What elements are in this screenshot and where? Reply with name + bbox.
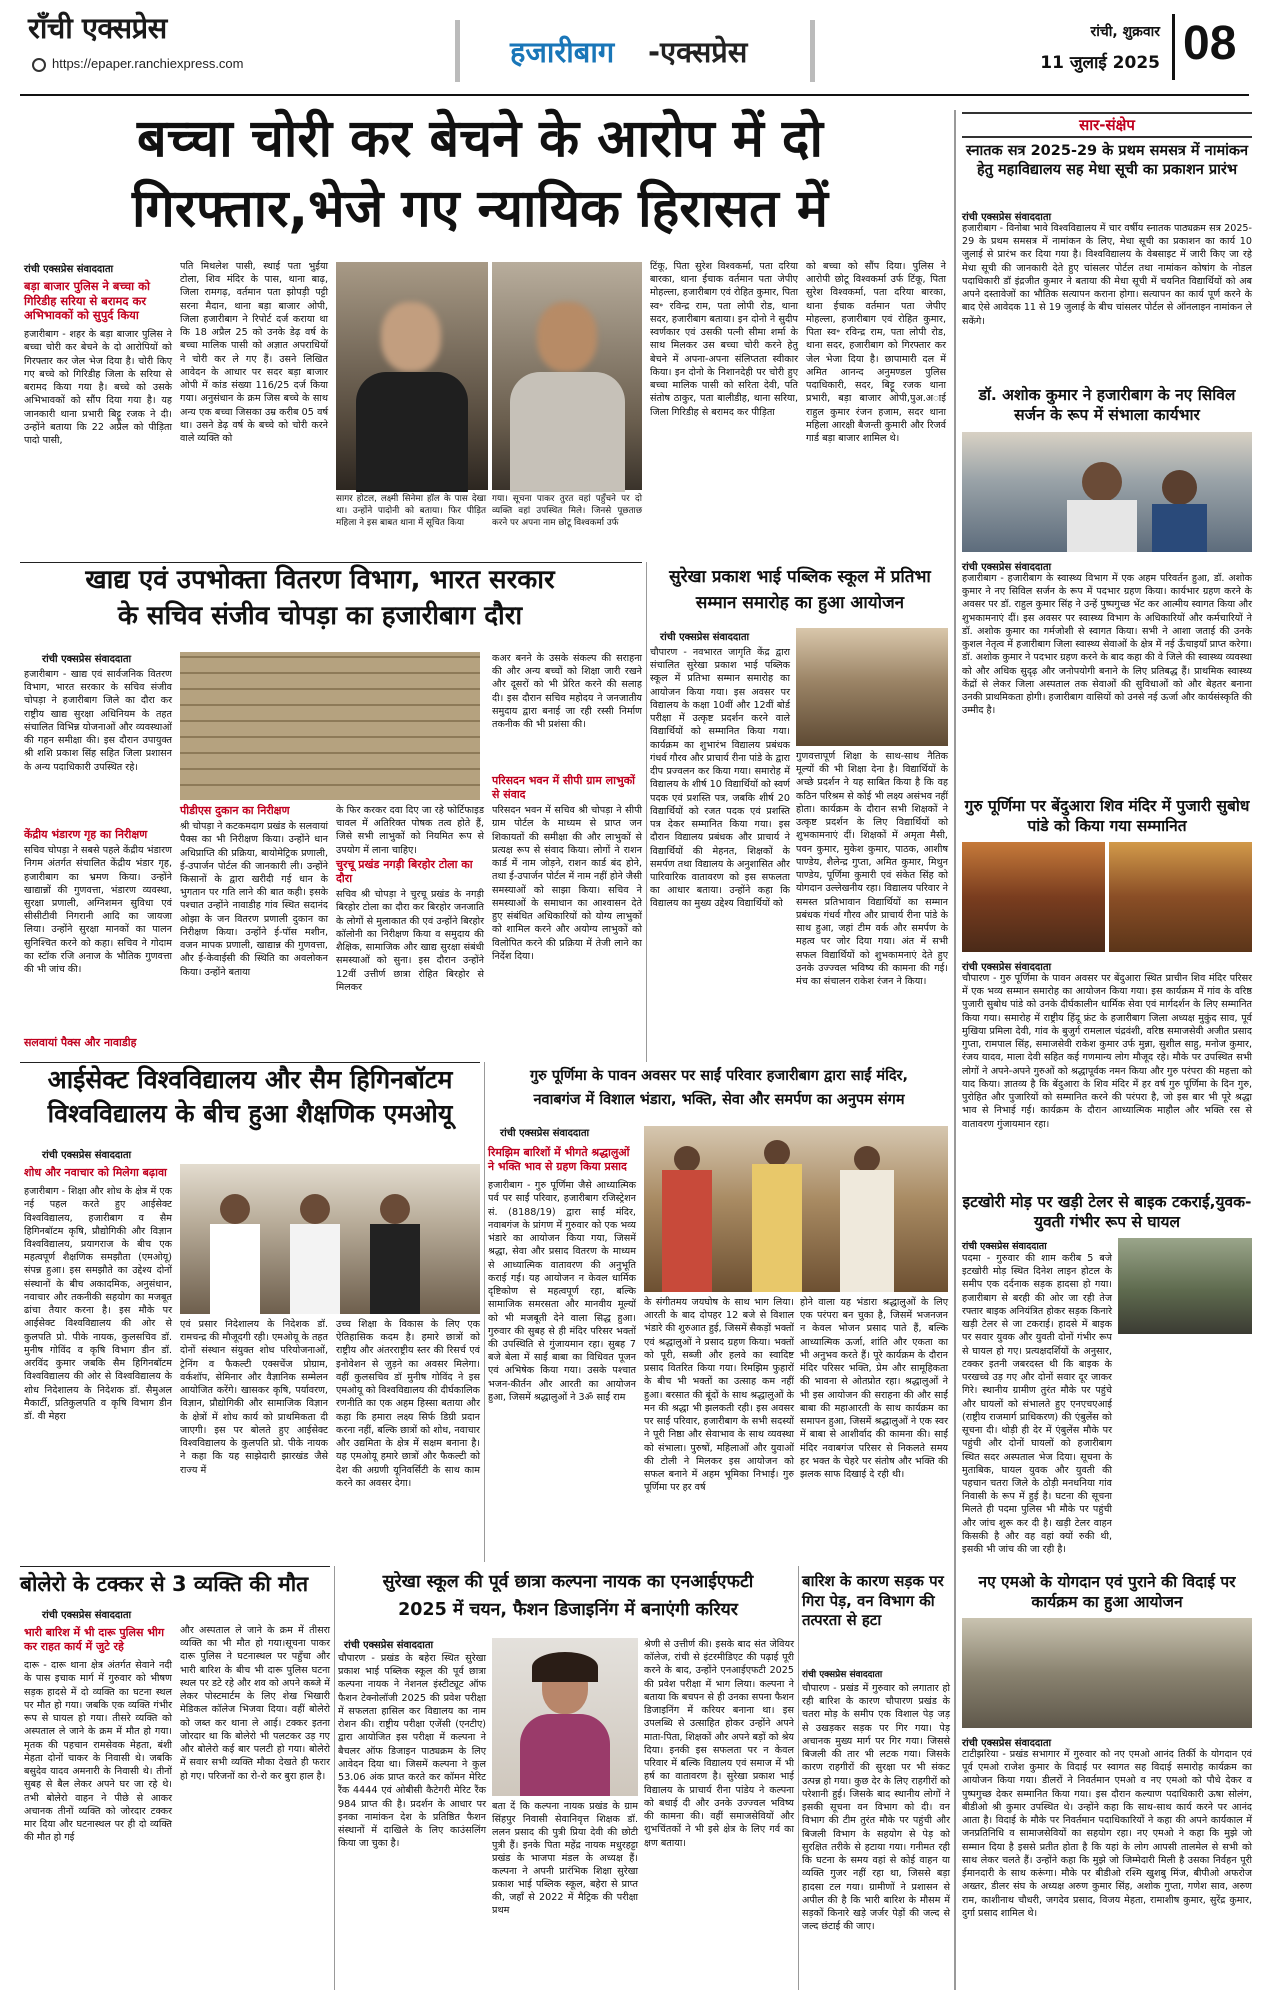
food-sub-1: केंद्रीय भंडारण गृह का निरीक्षण	[24, 828, 148, 841]
summary-headline-1: स्नातक सत्र 2025-29 के प्रथम समसत्र में नामांकन हेतु महाविद्यालय सह मेधा सूची का प्रकाशन प्रारंभ	[965, 143, 1249, 178]
bolero-headline: बोलेरो के टक्कर से 3 व्यक्ति की मौत	[20, 1572, 309, 1596]
summary-headline-4: इटखोरी मोड़ पर खड़ी टेलर से बाइक टकराई,युवक-युवती गंभीर रूप से घायल	[962, 1193, 1252, 1232]
food-sub-4: परिसदन भवन में सीपी ग्राम लाभुकों से संवाद	[492, 774, 636, 802]
paper-logo: राँची एक्सप्रेस	[28, 11, 167, 45]
globe-icon	[32, 58, 46, 72]
sai-divider	[484, 1062, 485, 1562]
food-text-4b: परिसदन भवन में सचिव श्री चोपड़ा ने सीपी ग्राम पोर्टल के माध्यम से प्राप्त जन शिकायतों की समीक्षा की और लाभुकों से प्रत्यक्ष रूप से संवाद किया। लोगों ने राशन कार्ड में नाम जोड़ने, राशन कार्ड बंद होने, तथा ई-उपार्जन पोर्टल में नाम नहीं होने जैसी समस्याओं को साझा किया। सचिव ने समस्याओं के समाधान का आश्वासन देते हुए संबंधित अधिकारियों को योग्य लाभुकों को शामिल करने और अयोग्य लाभुकों को विलोपित करने की प्रक्रिया में तेजी लाने का निर्देश दिया।	[492, 805, 642, 962]
mou-subheading: शोध और नवाचार को मिलेगा बढ़ावा	[24, 1166, 167, 1179]
food-text-3b: सचिव श्री चोपड़ा ने चुरचू प्रखंड के नगड़ी बिरहोर टोला का दौरा कर बिरहोर जनजाति के लोगों से मुलाकात की एवं उन्होंने बिरहोर कॉलोनी का निरीक्षण किया व समुदाय की शैक्षिक, सामाजिक और खाद्य सुरक्षा संबंधी समस्याओं को सुना। इस दौरान उन्होंने 12वीं उत्तीर्ण छात्रा रोहित बिरहोर से मिलकर	[336, 889, 484, 993]
food-col-3	[336, 804, 484, 1054]
lead-headline-2: गिरफ्तार,भेजे गए न्यायिक हिरासत में	[132, 179, 828, 239]
mou-headline-2: विश्वविद्यालय के बीच हुआ शैक्षणिक एमओयू	[47, 1099, 453, 1128]
summary-text-5: टाटीझरिया - प्रखंड सभागार में गुरुवार को नए एमओ आनंद तिर्की के योगदान एवं पूर्व एमओ राजेश कुमार के विदाई पर स्वागत सह विदाई समारोह कार्यक्रम का आयोजन किया गया। डीलरों ने निवर्तमान एमओ व नए एमओ को पौधे देकर व पुष्पगुच्छ देकर सम्मानित किया गया। इस दौरान कल्याण पदाधिकारी ऊषा सोलंग, बीडीओ श्री कुमार उपस्थित थे। उन्होंने कहा कि साथ-साथ कार्य करने पर आनंद आता है। विदाई के मौके पर निवर्तमान पदाधिकारियों ने कहा की अपने कार्यकाल में जनप्रतिनिधि व सामाजसेवियों का सहयोग रहा। नए एमओ ने कहा कि मुझे जो सम्मान दिया है इससे प्रतीत होता है कि यहां के लोग आपसी तालमेल से सभी को साथ लेकर चलते हैं। उन्होंने कहा कि मुझे जो जिम्मेदारी मिली है उसका निर्वहन पूरी ईमानदारी के साथ करूंगा। मौके पर बीडीओ रश्मि खुशबु मिंज, बीपीओ अफरोज अख्तर, डीलर संघ के अध्यक्ष अरुण कुमार सिंह, अशोक गुप्ता, गणेश साव, अरुण राम, काशीनाथ चौधरी, जगदेव प्रसाद, विजय मेहता, रामाशीष कुमार, सुरेंद्र कुमार, दुर्गा प्रसाद शामिल थे।	[962, 1749, 1252, 1919]
lead-caption-1: सागर होटल, लक्ष्मी सिनेमा हॉल के पास देखा था। उन्होंने पादोनी को बताया। फिर पीड़ित महिला ने इस बाबत थाना में सूचित किया	[336, 494, 486, 528]
masthead	[0, 0, 1269, 100]
masthead-rule	[20, 94, 1249, 96]
food-sub-1b: सलवायां पैक्स और नावाडीह	[24, 1036, 137, 1050]
sai-photo	[644, 1126, 948, 1292]
guru-purnima-photo-2	[1109, 842, 1252, 952]
food-col-4	[492, 652, 642, 1054]
mo-event-photo	[962, 1618, 1252, 1728]
sai-subheading: रिमझिम बारिशों में भीगते श्रद्धालुओं ने भक्ति भाव से ग्रहण किया प्रसाद	[488, 1146, 630, 1174]
issue-day: रांची, शुक्रवार	[1090, 24, 1160, 40]
kalpana-headline-1: सुरेखा स्कूल की पूर्व छात्रा कल्पना नायक का एनआईएफटी	[382, 1572, 754, 1592]
summary-byline-5: रांची एक्सप्रेस संवाददाता	[962, 1738, 1052, 1749]
kalpana-headline-2: 2025 में चयन, फैशन डिजाइनिंग में बनाएंगी करियर	[398, 1600, 738, 1620]
accident-photo	[1118, 1238, 1252, 1334]
food-text-3: के फिर करकर दवा दिए जा रहे फोर्टिफाइड चावल में अतिरिक्त पोषक तत्व होते हैं, जिसे सभी लाभुकों को नियमित रूप से उपयोग में लाना चाहिए।	[336, 805, 484, 856]
kalpana-text-2: श्रेणी से उत्तीर्ण की। इसके बाद संत जेवियर कॉलेज, रांची से इंटरमीडिएट की पढ़ाई पूरी करने के बाद, उन्होंने एनआईएफटी 2025 की प्रवेश परीक्षा में भाग लिया। कल्पना ने बताया कि बचपन से ही उनका सपना फैशन डिजाइनिंग में करियर बनाना था। इस उपलब्धि से उत्साहित होकर उन्होंने अपने माता-पिता, शिक्षकों और अपने बड़ों को श्रेय दिया। इनकी इस सफलता पर न केवल परिवार में बल्कि विद्यालय एवं समाज में भी हर्ष का वातावरण है। सुरेखा प्रकाश भाई विद्यालय के प्राचार्य रीना पांडेय ने कल्पना को बधाई दी और उनके उज्ज्वल भविष्य की कामना की। वहीं समाजसेवियों और शुभचिंतकों ने भी इसे क्षेत्र के लिए गर्व का क्षण बताया।	[644, 1639, 794, 1849]
tree-byline: रांची एक्सप्रेस संवाददाता	[802, 1670, 883, 1680]
school-photo	[796, 628, 948, 746]
mou-top-rule	[20, 1062, 480, 1063]
lead-byline: रांची एक्सप्रेस संवाददाता	[24, 264, 114, 275]
summary-byline-3: रांची एक्सप्रेस संवाददाता	[962, 962, 1052, 973]
kalpana-text-1: चौपारण - प्रखंड के बहेरा स्थित सुरेखा प्रकाश भाई पब्लिक स्कूल की पूर्व छात्रा कल्पना नायक ने नेशनल इंस्टीट्यूट ऑफ फैशन टेक्नोलॉजी 2025 की प्रवेश परीक्षा में सफलता हासिल कर विद्यालय का नाम रोशन की। राष्ट्रीय परीक्षा एजेंसी (एनटीए) द्वारा आयोजित इस परीक्षा में कल्पना ने बैचलर ऑफ डिजाइन पाठ्यक्रम के लिए आवेदन दिया था। जिसमें कल्पना ने कुल 53.06 अंक प्राप्त करते कर कॉमन मेरिट रैंक 4444 एवं ओबीसी कैटेगरी मेरिट रैंक 984 प्राप्त की है। प्रदर्शन के आधार पर इनका नामांकन देश के प्रतिष्ठित फैशन संस्थानों में दाखिले के लिए काउंसलिंग किया जा चुका है।	[338, 1653, 486, 1850]
summary-text-4: पदमा - गुरुवार की शाम करीब 5 बजे इटखोरी मोड़ स्थित दिनेश लाइन होटल के समीप एक दर्दनाक सड़क हादसा हो गया। हजारीबाग से बरही की ओर जा रही तेज रफ्तार बाइक अनियंत्रित होकर सड़क किनारे खड़ी टेलर से जा टकराई। हादसे में बाइक पर सवार युवक और युवती दोनों गंभीर रूप से घायल हो गए। प्रत्यक्षदर्शियों के अनुसार, टक्कर इतनी जबरदस्त थी कि बाइक के परखच्चे उड़ गए और दोनों सवार दूर जाकर गिरे। स्थानीय ग्रामीण तुरंत मौके पर पहुंचे और घायलों को संभालते हुए एनएचएआई (राष्ट्रीय राजमार्ग प्राधिकरण) की एंबुलेंस को सूचना दी। थोड़ी ही देर में एंबुलेंस मौके पर पहुंची और दोनों घायलों को हजारीबाग स्थित सदर अस्पताल भेज दिया। सूचना के मुताबिक, घायल युवक और युवती की पहचान चतरा जिले के ठोड़ी मनधनिया गांव निवासी के रूप में हुई है। घटना की सूचना मिलते ही पदमा पुलिस भी मौके पर पहुंची और जांच शुरू कर दी है। खड़ी टेलर वाहन किसकी है और वह वहां क्यों रुकी थी, इसकी भी जांच की जा रही है।	[962, 1253, 1112, 1556]
summary-headline-2: डॉ. अशोक कुमार ने हजारीबाग के नए सिविल सर्जन के रूप में संभाला कार्यभार	[978, 386, 1236, 425]
bolero-col-1	[24, 1624, 172, 1990]
bolero-text-2: और अस्पताल ले जाने के क्रम में तीसरा व्यक्ति का भी मौत हो गया।सूचना पाकर दारू पुलिस ने घटनास्थल पर पहुँचा और भारी बारिश के बीच भी दारू पुलिस घटना स्थल पर डटे रहे और शव को अपने कब्जे में लेकर पोस्टमार्टम के लिए शेख भिखारी मेडिकल कॉलेज भिजवा दिया। वहीं बोलेरो को जब्त कर थाना ले आई। टक्कर इतना जोरदार था कि बोलेरो भी पलटकर उड़ गए और बोलेरो कई बार पलटी हो गया। बोलेरो में सवार सभी व्यक्ति मौका देखते ही फरार हो गए। परिजनों का रो-रो कर बुरा हाल है।	[180, 1625, 330, 1782]
lead-text-2: पति मिथलेश पासी, स्थाई पता भुईया टोला, शिव मंदिर के पास, थाना बाढ़, जिला रामगढ़, वर्तमान पता झोपड़ी पट्टी सरना मैदान, थाना बड़ा बाजार ओपी, जिला हजारीबाग ने रिपोर्ट दर्ज कराया था कि 18 अप्रैल 25 को उनके डेढ़ वर्ष के बच्चा मालिक पासी को अज्ञात अपराधियों ने चोरी कर ले गए हैं। उसने लिखित आवेदन के आधार पर सदर बड़ा बाजार ओपी में कांड संख्या 116/25 दर्ज किया गया। अनुसंधान के क्रम जिस बच्चे के साथ अन्य एक बच्चा जिसका उम्र करीब 05 वर्ष था। उसने डेढ़ वर्ष के बच्चे को चोरी करने वाले व्यक्ति को	[180, 261, 328, 445]
sai-headline-1: गुरु पूर्णिमा के पावन अवसर पर साईं परिवार हजारीबाग द्वारा साईं मंदिर,	[529, 1068, 908, 1084]
food-text-4: कअर बनने के उसके संकल्प की सराहना की और अन्य बच्चों को शिक्षा जारी रखने और दूसरों को भी प्रेरित करने की सलाह दी। इस दौरान सचिव महोदय ने जनजातीय समुदाय द्वारा बनाई जा रही रस्सी निर्माण तकनीक की भी प्रशंसा की।	[492, 653, 642, 731]
mou-col-1	[24, 1164, 172, 1562]
tree-headline: बारिश के कारण सड़क पर गिरा पेड़, वन विभाग की तत्परता से हटा	[802, 1572, 944, 1629]
food-text-1: हजारीबाग - खाद्य एवं सार्वजनिक वितरण विभाग, भारत सरकार के सचिव संजीव चोपड़ा ने हजारीबाग जिले का दौरा कर राष्ट्रीय खाद्य सुरक्षा अधिनियम के तहत संचालित विभिन्न योजनाओं और व्यवस्थाओं की गहन समीक्षा की। इस दौरान उपायुक्त श्री शशि प्रकाश सिंह सहित जिला प्रशासन के अन्य पदाधिकारी उपस्थित रहे।	[24, 669, 172, 773]
summary-byline-4: रांची एक्सप्रेस संवाददाता	[962, 1241, 1047, 1252]
section-title-express: -एक्सप्रेस	[648, 35, 748, 69]
warehouse-photo	[180, 652, 480, 800]
section-banner	[455, 20, 815, 82]
summary-headline-5: नए एमओ के योगदान एवं पुराने की विदाई पर कार्यक्रम का हुआ आयोजन	[978, 1573, 1236, 1612]
kalpana-caption: बता दें कि कल्पना नायक प्रखंड के ग्राम सिंहपुर निवासी सेवानिवृत्त शिक्षक डॉ. ललन प्रसाद की पुत्री प्रिया देवी की छोटी पुत्री हैं। इनके पिता महेंद्र नायक मधुरहट्टा प्रखंड के भाजपा मंडल के अध्यक्ष हैं। कल्पना ने अपनी प्रारंभिक शिक्षा सुरेखा प्रकाश भाई पब्लिक स्कूल, बहेरा से प्राप्त की, जहाँ से 2022 में मैट्रिक की परीक्षा प्रथम	[492, 1801, 638, 1917]
kalpana-byline: रांची एक्सप्रेस संवाददाता	[344, 1640, 434, 1651]
food-col-2	[180, 804, 328, 1054]
sai-byline: रांची एक्सप्रेस संवाददाता	[500, 1128, 590, 1139]
school-text-1: चौपारण - नवभारत जागृति केंद्र द्वारा संचालित सुरेखा प्रकाश भाई पब्लिक स्कूल में प्रतिभा सम्मान समारोह का आयोजन किया गया। इस अवसर पर विद्यालय के कक्षा 10वीं और 12वीं बोर्ड परीक्षा में उत्कृष्ट प्रदर्शन करने वाले विद्यार्थियों को सम्मानित किया गया। कार्यक्रम का शुभारंभ विद्यालय प्रबंधक गंधर्व गौरव और प्राचार्य रीना पांडे के द्वारा दीप प्रज्वलन कर किया गया। समारोह में विद्यालय के शीर्ष 10 विद्यार्थियों को स्वर्ण पदक एवं प्रशस्ति पत्र, जबकि शीर्ष 20 विद्यार्थियों को रजत पदक एवं प्रशस्ति पत्र देकर सम्मानित किया गया। इस दौरान विद्यालय प्रबंधक और प्राचार्य ने विद्यार्थियों की मेहनत, शिक्षकों के समर्पण तथा विद्यालय के अनुशासित और पारिवारिक वातावरण को इस सफलता का आधार बताया। उन्होंने कहा कि विद्यालय का मुख्य उद्देश्य विद्यार्थियों को	[650, 647, 791, 910]
kalpana-photo	[492, 1638, 638, 1796]
arrest-photo-1	[336, 262, 488, 490]
epaper-url[interactable]: https://epaper.ranchiexpress.com	[52, 56, 244, 71]
school-divider	[646, 562, 647, 1062]
school-headline-1: सुरेखा प्रकाश भाई पब्लिक स्कूल में प्रतिभा	[669, 567, 931, 587]
sidebar-divider	[954, 110, 956, 1990]
sai-text-3: होने वाला यह भंडारा श्रद्धालुओं के लिए एक परंपरा बन चुका है, जिसमें भजनजन न केवल भोजन प्रसाद पाते हैं, बल्कि आध्यात्मिक ऊर्जा, शांति और एकता का भी अनुभव करते हैं। पूरे कार्यक्रम के दौरान मंदिर परिसर भक्ति, प्रेम और सामूहिकता की भावना से ओतप्रोत रहा। श्रद्धालुओं ने भी इस आयोजन की सराहना की और साईं बाबा की महाआरती के साथ कार्यक्रम का समापन हुआ, जिसमें श्रद्धालुओं ने एक स्वर में बाबा से आशीर्वाद की कामना की। साईं मंदिर नवाबगंज परिसर से निकलते समय हर भक्त के चेहरे पर संतोष और भक्ति की झलक साफ दिखाई दे रही थी।	[800, 1297, 948, 1481]
lead-col-1	[24, 258, 172, 558]
bolero-byline: रांची एक्सप्रेस संवाददाता	[42, 1610, 132, 1621]
summary-text-2: हजारीबाग - हजारीबाग के स्वास्थ्य विभाग में एक अहम परिवर्तन हुआ, डॉ. अशोक कुमार ने नए सिविल सर्जन के रूप में पदभार ग्रहण किया। कार्यभार ग्रहण करने के अवसर पर डॉ. राहुल कुमार सिंह ने उन्हें पुष्पगुच्छ भेंट कर आत्मीय स्वागत किया और शुभकामनाएं दीं। इस अवसर पर स्वास्थ्य विभाग के अधिकारियों और कर्मचारियों ने डॉ. अशोक कुमार का गर्मजोशी से स्वागत किया। सभी ने आशा जताई की उनके कुशल नेतृत्व में हजारीबाग जिला स्वास्थ्य सेवाओं के क्षेत्र में नई ऊँचाइयाँ प्राप्त करेगा। डॉ. अशोक कुमार ने पदभार ग्रहण करने के बाद कहा की वे जिले की स्वास्थ्य व्यवस्था को और अधिक सुदृढ़ और जनोपयोगी बनाने के लिए प्रतिबद्ध हैं। प्राथमिक स्वास्थ्य केंद्रों से लेकर जिला अस्पताल तक सेवाओं की सुविधाओं को और बेहतर बनाना उनकी प्राथमिकता होगी। हजारीबाग वासियों को उनसे नई ऊर्जा और कार्यसंस्कृति की उम्मीद है।	[962, 573, 1252, 717]
summary-byline-1: रांची एक्सप्रेस संवाददाता	[962, 212, 1052, 223]
civil-surgeon-photo	[962, 432, 1252, 552]
sai-headline-2: नवाबगंज में विशाल भंडारा, भक्ति, सेवा और समर्पण का अनुपम संगम	[533, 1092, 905, 1108]
lead-caption-2: गया। सूचना पाकर तुरत वहां पहुँचने पर दो व्यक्ति वहां उपस्थित मिले। जिनसे पूछताछ करने पर अपना नाम छोटू विश्वकर्मा उर्फ	[492, 494, 642, 528]
food-col-1	[24, 668, 172, 1058]
kalpana-divider	[334, 1566, 335, 1990]
sai-col-1	[488, 1144, 636, 1562]
food-headline-2: के सचिव संजीव चोपड़ा का हजारीबाग दौरा	[117, 601, 523, 631]
mou-text-2: एवं प्रसार निदेशालय के निदेशक डॉ. रामचन्द्र की मौजूदगी रही। एमओयू के तहत दोनों संस्थान संयुक्त शोध परियोजनाओं, ट्रेनिंग व फैकल्टी एक्सचेंज प्रोग्राम, वर्कशॉप, सेमिनार और वैज्ञानिक सम्मेलन आयोजित करेंगे। खासकर कृषि, पर्यावरण, विज्ञान, प्रौद्योगिकी और सामाजिक विज्ञान के क्षेत्रों में शोध कार्य को प्राथमिकता दी जाएगी। इस पर बोलते हुए आईसेक्ट विश्वविद्यालय के कुलपति प्रो. पीके नायक ने कहा कि यह साझेदारी झारखंड जैसे राज्य में	[180, 1319, 328, 1476]
summary-label: सार-संक्षेप	[1079, 116, 1135, 134]
mou-byline: रांची एक्सप्रेस संवाददाता	[42, 1150, 132, 1161]
issue-date: 11 जुलाई 2025	[1040, 53, 1160, 73]
food-text-1b: सचिव चोपड़ा ने सबसे पहले केंद्रीय भंडारण निगम अंतर्गत संचालित केंद्रीय भंडार गृह, हजारीबाग का भ्रमण किया। उन्होंने खाद्यान्नों की गुणवत्ता, भंडारण व्यवस्था, सुरक्षा प्रणाली, अग्निशमन सुविधा एवं सीसीटीवी निगरानी आदि का जायजा लिया। उन्होंने सुरक्षा मानकों का पालन सुनिश्चित करने को कहा। सचिव ने गोदाम का स्टॉक रजि अनाज के भौतिक गुणवत्ता की भी जांच की।	[24, 845, 172, 976]
lead-text-5: टिंकू, पिता सुरेश विश्वकर्मा, पता दरिया बारका, थाना ईचाक वर्तमान पता जेपीए मोहल्ला, हजारीबाग एवं रोहित कुमार, पिता स्व॰ रविन्द्र राम, पता लोपी रोड, थाना सदर, हजारीबाग बताया। इन दोनो ने सुदीप स्वर्णकार एवं उसकी पत्नी सीमा शर्मा के साथ मिलकर उस बच्चा चोरी करने हेतु बेचने में अपना-अपना संलिप्तता स्वीकार किया। इन दोनो के निशानदेही पर चोरी हुए बच्चा मालिक पासी को सरिता देवी, पति संतोष ठाकुर, पता बालीडीह, थाना सरिया, जिला गिरिडीह से बरामद कर पीड़िता	[650, 261, 798, 418]
summary-text-3: चौपारण - गुरु पूर्णिमा के पावन अवसर पर बेंदुआरा स्थित प्राचीन शिव मंदिर परिसर में एक भव्य सम्मान समारोह का आयोजन किया गया। इस कार्यक्रम में गांव के वरिष्ठ पुजारी सुबोध पांडे को उनके दीर्घकालीन धार्मिक सेवा एवं मार्गदर्शन के लिए सम्मानित किया गया। समारोह में राष्ट्रीय हिंदू फ्रंट के हजारीबाग जिला अध्यक्ष मुकुंद साव, पूर्व मुखिया प्रमिला देवी, गांव के बुजुर्ग रामलाल चंद्रवंशी, वरिष्ठ समाजसेवी अजीत प्रसाद गुप्ता, रामपाल सिंह, समाजसेवी राकेश कुमार उर्फ मुन्ना, सुशील साहु, मनोज कुमार, रंजय यादव, माला देवी सहित कई गणमान्य लोग मौजूद रहे। मौके पर उपस्थित सभी लोगों ने अपने-अपने गुरुओं को श्रद्धापूर्वक नमन किया और गुरु परंपरा की महत्ता को याद किया। ज्ञातव्य है कि बेंदुआरा के शिव मंदिर में हर वर्ष गुरु पूर्णिमा के दिन गुरु, पुरोहित और पुजारियों को सम्मानित करने की परंपरा है, जो इस बार भी पूरे श्रद्धा भाव से निभाई गई। कार्यक्रम के दौरान आध्यात्मिक माहौल और भक्ति रस से वातावरण गुंजायमान रहा।	[962, 973, 1252, 1130]
food-top-rule	[20, 562, 642, 563]
lead-headline-1: बच्चा चोरी कर बेचने के आरोप में दो	[136, 109, 824, 169]
lead-subheading: बड़ा बाजार पुलिस ने बच्चा को गिरिडीह सरिया से बरामद कर अभिभावकों को सुपुर्द किया	[24, 279, 150, 323]
food-sub-2: पीडीएस दुकान का निरीक्षण	[180, 804, 290, 817]
lead-text-6: को बच्चा को सौंप दिया। पुलिस ने आरोपी छोटू विश्वकर्मा उर्फ टिंकू, पिता सुरेश विश्वकर्मा, पता दरिया बारका, थाना ईचाक वर्तमान पता जेपीए मोहल्ला, हजारीबाग एवं रोहित कुमार, पिता स्व॰ रविन्द्र राम, पता लोपी रोड, थाना सदर, हजारीबाग को गिरफ्तार कर जेल भेजा दिया है। छापामारी दल में अमित आनन्द अनुमण्डल पुलिस पदाधिकारी, सदर, बिट्टू रजक थाना प्रभारी, बड़ा बाजार ओपी,पुअ.अाई राहुल कुमार रंजन हजाम, सदर थाना महिला आरक्षी बैजन्ती कुमारी और रिजर्व गार्ड बड़ा बाजार शामिल थे।	[806, 261, 946, 445]
food-sub-3: चुरचू प्रखंड नगड़ी बिरहोर टोला का दौरा	[336, 858, 473, 886]
summary-label-box	[962, 112, 1252, 138]
mou-headline-1: आईसेक्ट विश्वविद्यालय और सैम हिगिनबॉटम	[47, 1065, 453, 1094]
bolero-subheading: भारी बारिश में भी दारू पुलिस भीग कर राहत कार्य में जुटे रहे	[24, 1626, 165, 1654]
page-number: 08	[1183, 17, 1237, 70]
sai-text-1: हजारीबाग - गुरु पूर्णिमा जैसे आध्यात्मिक पर्व पर साईं परिवार, हजारीबाग रजिस्ट्रेशन सं. (8188/19) द्वारा साईं मंदिर, नवाबगंज के प्रांगण में गुरुवार को एक भव्य भंडारे का आयोजन किया गया, जिसमें श्रद्धा, सेवा और प्रसाद वितरण के माध्यम से आध्यात्मिक वातावरण की अनुभूति कराई गई। यह आयोजन न केवल धार्मिक दृष्टिकोण से महत्वपूर्ण रहा, बल्कि सामाजिक समरसता और मानवीय मूल्यों को भी मजबूती देने वाला सिद्ध हुआ। गुरुवार की सुबह से ही मंदिर परिसर भक्तों की उपस्थिति से गुंजायमान रहा। सुबह 7 बजे बेला में साईं बाबा का विधिवत पूजन एवं अभिषेक किया गया। उसके पश्चात भजन-कीर्तन और आरती का आयोजन हुआ, जिसमें श्रद्धालुओं ने 3ॐ साईं राम	[488, 1180, 636, 1403]
food-headline-1: खाद्य एवं उपभोक्ता वितरण विभाग, भारत सरकार	[85, 565, 555, 595]
school-headline-2: सम्मान समारोह का हुआ आयोजन	[695, 593, 905, 613]
section-title: हजारीबाग	[510, 35, 615, 69]
mou-photo	[180, 1164, 480, 1314]
page-number-box	[1172, 14, 1250, 80]
lead-text-1: हजारीबाग - शहर के बड़ा बाजार पुलिस ने बच्चा चोरी कर बेचने के दो आरोपियों को गिरफ्तार कर जेल भेज दिया है। चोरी किए गए बच्चे को गिरिडीह जिला के सरिया से बरामद किया गया है। बच्चे को उसके अभिभावकों को सौंप दिया गया है। यह जानकारी थाना प्रभारी बिट्टू रजक ने दी। उन्होंने बताया कि 22 अप्रैल को पीड़िता पादो पासी,	[24, 329, 172, 447]
tree-text: चौपारण - प्रखंड में गुरुवार को लगातार हो रही बारिश के कारण चौपारण प्रखंड के चतरा मोड़ के समीप एक विशाल पेड़ जड़ से उखड़कर सड़क पर गिर गया। पेड़ अचानक मुख्य मार्ग पर गिर गया। जिससे बिजली की तार भी लटक गया। जिसके कारण राहगीरों की सुरक्षा पर भी संकट उत्पन्न हो गया। कुछ देर के लिए राहगीरों को परेशानी हुई। जिसके बाद स्थानीय लोगों ने इसकी सूचना वन विभाग को दी। वन विभाग की टीम तुरंत मौके पर पहुंची और बिजली विभाग के सहयोग से पेड़ को सुरक्षित तरीके से हटाया गया। गनीमत रही कि घटना के समय वहां से कोई वाहन या व्यक्ति गुजर नहीं रहा था, जिससे बड़ा हादसा टल गया। ग्रामीणों ने प्रशासन से अपील की है कि भारी बारिश के मौसम में सड़कों किनारे खड़े जर्जर पेड़ों की जल्द से जल्द छंटाई की जाए।	[802, 1683, 950, 1933]
guru-purnima-photo-1	[962, 842, 1105, 952]
sai-text-2: के संगीतमय जयघोष के साथ भाग लिया। आरती के बाद दोपहर 12 बजे से विशाल भंडारे की शुरुआत हुई, जिसमें सैकड़ों भक्तों एवं श्रद्धालुओं ने प्रसाद ग्रहण किया। भक्तों को पूरी, सब्जी और हलवे का स्वादिष्ट प्रसाद वितरित किया गया। रिमझिम फुहारों के बीच भी भक्तों का उत्साह कम नहीं हुआ। बरसात की बूंदों के साथ श्रद्धालुओं के मन की श्रद्धा भी झलकती रही। इस अवसर पर साईं परिवार, हजारीबाग के सभी सदस्यों ने पूरी निष्ठा और सेवाभाव के साथ व्यवस्था को संभाला। पुरुषों, महिलाओं और युवाओं की टोली ने मिलकर इस आयोजन को सफल बनाने में अहम भूमिका निभाई। गुरु पूर्णिमा पर हर वर्ष	[644, 1297, 794, 1494]
food-byline: रांची एक्सप्रेस संवाददाता	[42, 654, 132, 665]
school-byline: रांची एक्सप्रेस संवाददाता	[660, 632, 750, 643]
mou-text-3: उच्च शिक्षा के विकास के लिए एक ऐतिहासिक कदम है। हमारे छात्रों को राष्ट्रीय और अंतरराष्ट्रीय स्तर की रिसर्च एवं इनोवेशन से जुड़ने का अवसर मिलेगा। वहीं कुलसचिव डॉ मुनीष गोविंद ने इस एमओयू को विश्वविद्यालय की दीर्घकालिक रणनीति का एक अहम हिस्सा बताया और कहा कि हमारा लक्ष्य सिर्फ डिग्री प्रदान करना नहीं, बल्कि छात्रों को शोध, नवाचार और उद्यमिता के क्षेत्र में सक्षम बनाना है। यह एमओयू हमारे छात्रों और फैकल्टी को देश की अग्रणी यूनिवर्सिटी के साथ काम करने का अवसर देगा।	[336, 1319, 480, 1489]
summary-headline-3: गुरु पूर्णिमा पर बेंदुआरा शिव मंदिर में पुजारी सुबोध पांडे को किया गया सम्मानित	[964, 797, 1250, 836]
bolero-top-rule	[20, 1566, 330, 1567]
summary-text-1: हजारीबाग - विनोबा भावे विश्वविद्यालय में चार वर्षीय स्नातक पाठ्यक्रम सत्र 2025-29 के प्रथम समसत्र में नामांकन के लिए, मेधा सूची का प्रकाशन का कार्य 10 जुलाई से प्रारंभ कर दिया गया है। विश्वविद्यालय के वेबसाइट में जारी किए जा रहे मेधा सूची की जानकारी देते हुए चांसलर पोर्टल तथा नामांकन कोषांग के नोडल पदाधिकारी डॉ इंद्रजीत कुमार ने बताया की मेधा सूची में चयनित विद्यार्थियों को अब अपने दस्तावेजों का भौतिक सत्यापन कराना होगा। सत्यापन का कार्य पूर्ण करने के बाद ऐसे आवेदक 11 से 19 जुलाई के बीच चांसलर पोर्टल से ऑनलाइन नामांकन ले सकेंगे।	[962, 223, 1252, 327]
summary-byline-2: रांची एक्सप्रेस संवाददाता	[962, 562, 1052, 573]
school-text-2: गुणवत्तापूर्ण शिक्षा के साथ-साथ नैतिक मूल्यों की भी शिक्षा देना है। विद्यार्थियों के अच्छे प्रदर्शन ने यह साबित किया है कि वह कठिन परिश्रम से कोई भी लक्ष्य असंभव नहीं होता। कार्यक्रम के दौरान सभी शिक्षकों ने उत्कृष्ट प्रदर्शन के लिए विद्यार्थियों को शुभकामनाएं दीं। शिक्षकों में अमृता मैसी, पवन कुमार, मुकेश कुमार, पाठक, आशीष पाण्डेय, शैलेन्द्र गुप्ता, अमित कुमार, मिथुन पाण्डेय, पूर्णिमा कुमारी एवं संकेत सिंह को योगदान उल्लेखनीय रहा। विद्यालय परिवार ने समस्त प्रतिभावान विद्यार्थियों का सम्मान प्रबंधक गंधर्व गौरव और प्राचार्य रीना पांडे के साथ हुआ, जहां टीम वर्क और समर्पण के महत्व पर जोर दिया गया। अंत में सभी सफल विद्यार्थियों को शुभकामनाएं देते हुए उनके उज्ज्वल भविष्य की कामना की गई। मंच का संचालन राकेश रंजन ने किया।	[796, 751, 948, 987]
bolero-text-1: दारू - दारू थाना क्षेत्र अंतर्गत सेवाने नदी के पास इचाक मार्ग में गुरुवार को भीषण सड़क हादसे में दो व्यक्ति का घटना स्थल पर मौत हो गया। जबकि एक व्यक्ति गंभीर रूप से घायल हो गया। तीसरे व्यक्ति को अस्पताल ले जाने के क्रम में मौत हो गया। मृतक की पहचान रामसेवक मेहता, बंशी मेहता दोनों चाकर के निवासी थे। जबकि बसुदेव यादव अमनारी के निवासी थे। तीनों सुबह से बैल लेकर अपने घर जा रहे थे। तभी बोलेरो वाहन ने पीछे से आकर अचानक तीनों व्यक्ति को जोरदार टक्कर मार दिया और घटनास्थल पर ही दो व्यक्ति की मौत हो गई	[24, 1660, 172, 1844]
food-text-2: श्री चोपड़ा ने कटकमदाग प्रखंड के सलवायां पैक्स का भी निरीक्षण किया। उन्होंने धान अधिप्राप्ति की प्रक्रिया, बायोमेट्रिक प्रणाली, ई-उपार्जन पोर्टल की जानकारी ली। उन्होंने किसानों के द्वारा खरीदी गई धान के भुगतान पर गति लाने की बात कही। इसके पश्चात उन्होंने नावाडीह गांव स्थित सदानंद ओझा के जन वितरण प्रणाली दुकान का निरीक्षण किया। उन्होंने ई-पॉस मशीन, वजन मापक प्रणाली, खाद्यान्न की गुणवत्ता, और ई-केवाईसी की स्थिति का अवलोकन किया। उन्होंने बताया	[180, 821, 328, 978]
arrest-photo-2	[492, 262, 642, 490]
tree-divider	[798, 1566, 799, 1990]
mou-text-1: हजारीबाग - शिक्षा और शोध के क्षेत्र में एक नई पहल करते हुए आईसेक्ट विश्वविद्यालय, हजारीबाग व सैम हिगिनबॉटम कृषि, प्रौद्योगिकी और विज्ञान विश्वविद्यालय, प्रयागराज के बीच एक महत्वपूर्ण शैक्षणिक समझौता (एमओयू) संपन्न हुआ। इस समझौते का उद्देश्य दोनों संस्थानों के बीच अकादमिक, अनुसंधान, नवाचार और तकनीकी सहयोग का मजबूत ढांचा तैयार करना है। इस मौके पर आईसेक्ट विश्वविद्यालय की ओर से कुलपति प्रो. पीके नायक, कुलसचिव डॉ. मुनीष गोविंद व कृषि विभाग डीन डॉ. अरविंद कुमार जबकि सैम हिगिनबॉटम विश्वविद्यालय की ओर से विश्वविद्यालय के शोध निदेशालय के निदेशक डॉ. सैमुअल मैकार्टी, प्रतिकुलपति व कृषि विभाग डीन डॉ. वी मेहरा	[24, 1186, 172, 1423]
